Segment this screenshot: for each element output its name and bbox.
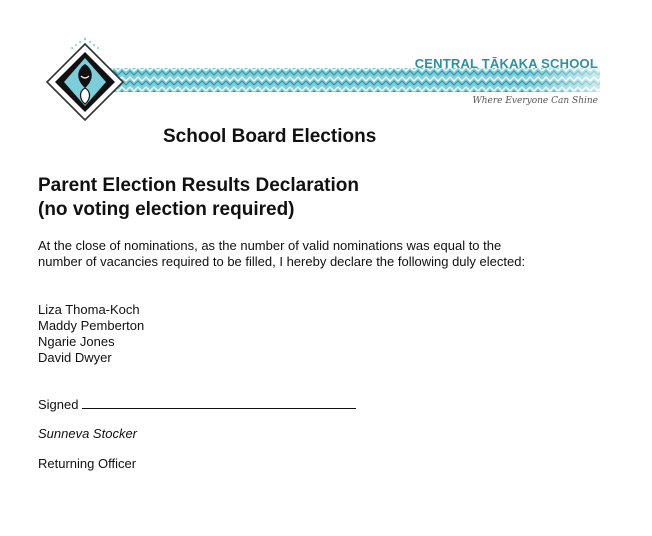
signed-label: Signed bbox=[38, 397, 79, 412]
elected-list bbox=[38, 302, 144, 366]
letterhead bbox=[0, 0, 652, 125]
board-elections-title: School Board Elections bbox=[163, 126, 377, 147]
list-item: Liza Thoma-Koch bbox=[38, 302, 140, 317]
list-item: David Dwyer bbox=[38, 350, 112, 365]
diamond-korowai-logo-icon bbox=[40, 36, 130, 126]
declaration-title-line-2: (no voting election required) bbox=[38, 199, 295, 220]
signatory-role: Returning Officer bbox=[38, 456, 137, 471]
signatory-name: Sunneva Stocker bbox=[38, 426, 138, 441]
school-name: CENTRAL TĀKAKA SCHOOL bbox=[414, 56, 598, 71]
list-item: Maddy Pemberton bbox=[38, 318, 145, 333]
list-item: Ngarie Jones bbox=[38, 334, 115, 349]
declaration-title bbox=[38, 174, 359, 222]
signature-rule bbox=[82, 396, 356, 409]
declaration-paragraph: At the close of nominations, as the number of valid nominations was equal to the number of vacancies required to be filled, I hereby declare the following duly elected: bbox=[38, 238, 526, 269]
school-tagline: Where Everyone Can Shine bbox=[472, 96, 598, 106]
signature-line bbox=[38, 396, 356, 413]
declaration-title-line-1: Parent Election Results Declaration bbox=[38, 175, 359, 196]
